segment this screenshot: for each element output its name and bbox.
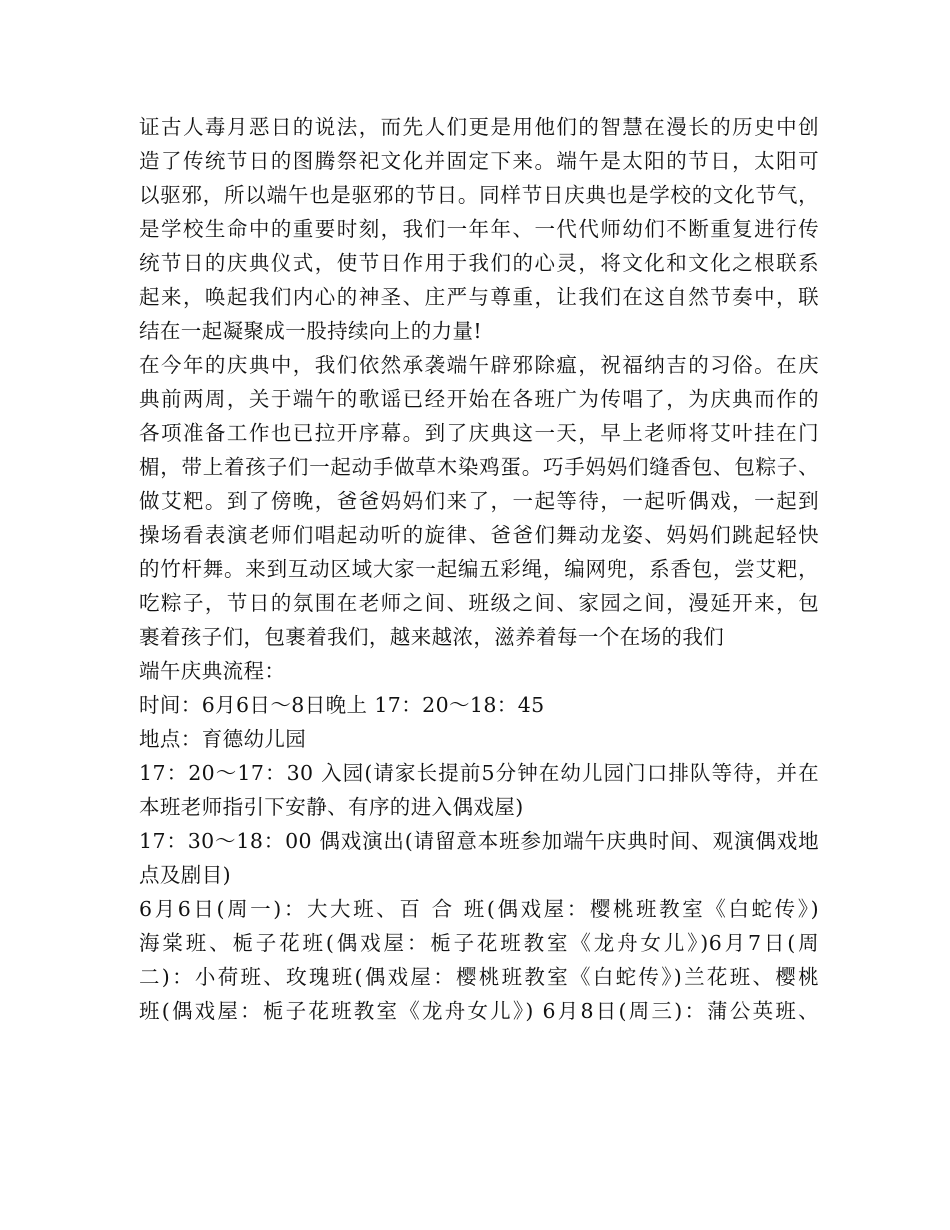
text-line: 在今年的庆典中，我们依然承袭端午辟邪除瘟，祝福纳吉的习俗。在庆 <box>139 353 819 377</box>
text-line: 6月6日(周一)：大大班、百 合 班(偶戏屋：樱桃班教室《白蛇传》) <box>139 897 819 921</box>
text-line: 起来，唤起我们内心的神圣、庄严与尊重，让我们在这自然节奏中，联 <box>139 285 819 309</box>
text-line: 做艾粑。到了傍晚，爸爸妈妈们来了，一起等待，一起听偶戏，一起到 <box>139 489 819 513</box>
text-line: 地点：育德幼儿园 <box>139 727 307 751</box>
text-line: 的竹杆舞。来到互动区域大家一起编五彩绳，编网兜，系香包，尝艾粑， <box>139 557 819 581</box>
text-line: 班(偶戏屋：栀子花班教室《龙舟女儿》) 6月8日(周三)：蒲公英班、 <box>139 999 819 1023</box>
text-line: 典前两周，关于端午的歌谣已经开始在各班广为传唱了，为庆典而作的 <box>139 387 819 411</box>
text-line: 楣，带上着孩子们一起动手做草木染鸡蛋。巧手妈妈们缝香包、包粽子、 <box>139 455 819 479</box>
text-line: 统节日的庆典仪式，使节日作用于我们的心灵，将文化和文化之根联系 <box>139 251 819 275</box>
text-line: 造了传统节日的图腾祭祀文化并固定下来。端午是太阳的节日，太阳可 <box>139 149 819 173</box>
text-line: 吃粽子，节日的氛围在老师之间、班级之间、家园之间，漫延开来，包 <box>139 591 819 615</box>
text-line: 操场看表演老师们唱起动听的旋律、爸爸们舞动龙姿、妈妈们跳起轻快 <box>139 523 819 547</box>
text-line: 17：20～17：30 入园(请家长提前5分钟在幼儿园门口排队等待，并在 <box>139 761 819 785</box>
text-line: 证古人毒月恶日的说法，而先人们更是用他们的智慧在漫长的历史中创 <box>139 115 819 139</box>
text-line: 端午庆典流程： <box>139 659 286 683</box>
text-line: 以驱邪，所以端午也是驱邪的节日。同样节日庆典也是学校的文化节气， <box>139 183 819 207</box>
text-line: 是学校生命中的重要时刻，我们一年年、一代代师幼们不断重复进行传 <box>139 217 819 241</box>
text-line: 裹着孩子们，包裹着我们，越来越浓，滋养着每一个在场的我们 <box>139 625 725 649</box>
text-line: 本班老师指引下安静、有序的进入偶戏屋) <box>139 795 524 819</box>
text-line: 二)：小荷班、玫瑰班(偶戏屋：樱桃班教室《白蛇传》)兰花班、樱桃 <box>139 965 819 989</box>
text-line: 海棠班、栀子花班(偶戏屋：栀子花班教室《龙舟女儿》)6月7日(周 <box>139 931 819 955</box>
text-line: 结在一起凝聚成一股持续向上的力量! <box>139 319 483 343</box>
text-line: 各项准备工作也已拉开序幕。到了庆典这一天，早上老师将艾叶挂在门 <box>139 421 819 445</box>
text-line: 点及剧目) <box>139 863 231 887</box>
text-line: 时间：6月6日～8日晚上 17：20～18：45 <box>139 693 545 717</box>
document-body <box>139 110 819 1028</box>
text-line: 17：30～18：00 偶戏演出(请留意本班参加端午庆典时间、观演偶戏地 <box>139 829 819 853</box>
